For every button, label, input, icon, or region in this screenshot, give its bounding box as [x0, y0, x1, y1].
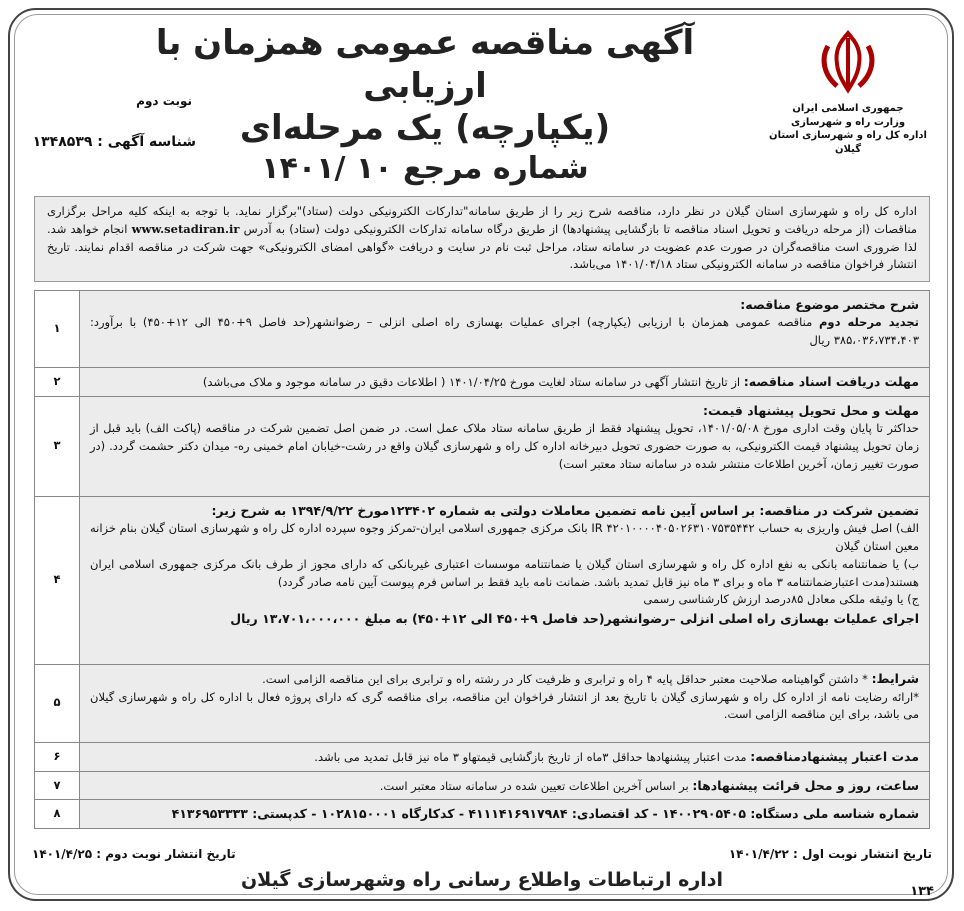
item-number: ۲: [35, 368, 80, 397]
second-publish-date: تاریخ انتشار نوبت دوم : ۱۴۰۱/۴/۲۵: [32, 847, 236, 861]
item-text: مدت اعتبار پیشنهادها حداقل ۳ماه از تاریخ بازگشایی قیمتهاو ۳ ماه نیز قابل تمدید می باشد.: [314, 749, 747, 764]
item-number: ۴: [35, 496, 80, 664]
item-text: از تاریخ انتشار آگهی در سامانه ستاد لغایت مورخ ۱۴۰۱/۰۴/۲۵ ( اطلاعات دقیق در سامانه موجود و ملاک می‌باشد): [202, 375, 741, 389]
table-row: [35, 742, 930, 771]
item-body: [80, 664, 930, 742]
item-number: ۵: [35, 664, 80, 742]
item-heading: مهلت دریافت اسناد مناقصه:: [743, 374, 919, 389]
title-block: [120, 22, 730, 186]
item-heading: ساعت، روز و محل قرائت پیشنهادها:: [692, 777, 919, 793]
table-row: [35, 771, 930, 800]
item-heading: مهلت و محل تحویل پیشنهاد قیمت:: [702, 402, 919, 418]
item-body: [80, 800, 930, 829]
emblem-line1: جمهوری اسلامی ایران: [792, 103, 904, 114]
table-row: [35, 664, 930, 742]
item-text: بر اساس آخرین اطلاعات تعیین شده در سامانه ستاد معتبر است.: [379, 778, 689, 793]
items-table: [34, 290, 930, 829]
item-number: ۸: [35, 800, 80, 829]
title-line3: شماره مرجع ۱۰ /۱۴۰۱: [261, 150, 589, 186]
item-body: [80, 496, 930, 664]
guarantee-b: ب) یا ضمانتنامه بانکی به نفع اداره کل راه و شهرسازی استان گیلان یا ضمانتنامه موسسات اعتباری غیربانکی که دارای مجوز از طرف بانک مرکزی جمهوری اسلامی ایران هستند(مدت اعتبارضمانتنامه ۳ ماه و برای ۳ ماه نیز قابل تمدید باشد. ضمانت نامه باید فقط بر اساس فرم پیوست آیین نامه صادر گردد): [90, 556, 919, 589]
guarantee-amount: اجرای عملیات بهسازی راه اصلی انزلی –رضوانشهر(حد فاصل ۹+۴۵۰ الی ۱۲+۴۵۰) به مبلغ ۱۳،۷۰۱،۰۰۰،۰۰۰ ریال: [230, 611, 919, 627]
footer-dates: [22, 845, 942, 869]
title-line2: (یکپارچه) یک مرحله‌ای: [239, 108, 611, 148]
setad-url[interactable]: www.setadiran.ir: [131, 221, 240, 236]
item-bold: تجدید مرحله دوم: [819, 315, 919, 330]
guarantee-a: الف) اصل فیش واریزی به حساب IR ۴۲۰۱۰۰۰۰۴۰۵۰۲۶۳۱۰۷۵۳۵۴۴۲ بانک مرکزی جمهوری اسلامی ایران-تمرکز وجوه سپرده اداره کل راه و شهرسازی استان گیلان بنام خزانه معین استان گیلان: [90, 521, 920, 553]
item-body: [80, 396, 930, 496]
emblem-line2: وزارت راه و شهرسازی: [790, 116, 906, 128]
item-text: مناقصه عمومی همزمان با ارزیابی (یکپارچه) اجرای عملیات بهسازی راه اصلی انزلی – رضوانشهر(حد فاصل ۹+۴۵۰ الی ۱۲+۴۵۰) با برآورد: ۳۸۵،۰۳۶،۷۳۴،۴۰۳ ریال: [90, 315, 919, 348]
table-row: [35, 396, 930, 496]
left-info: [16, 94, 196, 150]
item-text: حداکثر تا پایان وقت اداری مورخ ۱۴۰۱/۰۵/۰۸، تحویل پیشنهاد فقط از طریق سامانه ستاد ملاک عمل است. در ضمن اصل تضمین شرکت در مناقصه (پاکت الف) باید قبل از زمان تحویل پیشنهاد قیمت الکترونیکی، به صورت حضوری تحویل دبیرخانه اداره کل راه و شهرسازی گیلان واقع در رشت-خیابان امام خمینی ره- میدان دکتر حشمت گردد. (در صورت تغییر زمان، آخرین اطلاعات منتشر شده در سامانه ستاد معتبر است): [90, 421, 919, 471]
table-row: [35, 291, 930, 368]
item-number: ۱: [35, 291, 80, 368]
intro-paragraph: [34, 196, 930, 282]
item-heading: تضمین شرکت در مناقصه: بر اساس آیین نامه تضمین معاملات دولتی به شماره ۱۲۳۴۰۲مورخ ۱۳۹۴/۹/۲۲ به شرح زیر:: [211, 502, 919, 518]
iran-emblem-icon: [813, 28, 883, 98]
intro-text-b: انجام خواهد شد. لذا ضروری است مناقصه‌گران در صورت عدم عضویت در سامانه ستاد، مراحل ثبت نام در سایت و دریافت «گواهی امضای الکترونیکی» جهت شرکت در مناقصه اقدام نمایند. تاریخ انتشار فراخوان مناقصه در سامانه الکترونیکی ستاد ۱۴۰۱/۰۴/۱۸ می‌باشد.: [47, 221, 917, 272]
page-number: ۱۳۴: [910, 884, 934, 899]
item-heading: مدت اعتبار پیشنهادمناقصه:: [750, 748, 919, 764]
item-body: [80, 368, 930, 397]
condition-a: * داشتن گواهینامه صلاحیت معتبر حداقل پایه ۴ راه و ترابری و ظرفیت کار در رشته راه و ترابری برای این مناقصه الزامی است.: [262, 671, 868, 686]
item-heading: شرح مختصر موضوع مناقصه:: [740, 297, 919, 312]
first-publish-date: تاریخ انتشار نوبت اول : ۱۴۰۱/۴/۲۲: [728, 847, 932, 861]
item-heading: شرایط:: [871, 670, 919, 686]
item-number: ۳: [35, 396, 80, 496]
table-row: [35, 368, 930, 397]
office-name: اداره ارتباطات واطلاع رسانی راه وشهرسازی گیلان: [240, 869, 724, 891]
nobat-label: نوبت دوم: [136, 94, 192, 108]
emblem-block: [760, 28, 936, 178]
title-line1: آگهی مناقصه عمومی همزمان با ارزیابی: [155, 23, 695, 106]
emblem-line3: اداره کل راه و شهرسازی استان گیلان: [769, 130, 927, 155]
item-number: ۷: [35, 771, 80, 800]
notice-id: شناسه آگهی : ۱۳۴۸۵۳۹: [32, 134, 196, 150]
table-row: [35, 800, 930, 829]
item-number: ۶: [35, 742, 80, 771]
item-text: شماره شناسه ملی دستگاه: ۱۴۰۰۲۹۰۵۴۰۵ - کد اقتصادی: ۴۱۱۱۴۱۶۹۱۷۹۸۴ - کدکارگاه ۱۰۲۸۱۵۰۰۰۱ - کدپستی: ۴۱۳۶۹۵۳۳۳۳: [171, 806, 919, 822]
condition-b: *ارائه رضایت نامه از اداره کل راه و شهرسازی گیلان با تاریخ بعد از انتشار فراخوان این مناقصه، برای مناقصه گری که دارای پروژه فعال با اداره کل راه و شهرسازی گیلان می باشد، برای این مناقصه الزامی است.: [90, 689, 919, 722]
item-body: [80, 742, 930, 771]
item-body: [80, 771, 930, 800]
table-row: [35, 496, 930, 664]
intro-text-a: اداره کل راه و شهرسازی استان گیلان در نظر دارد، مناقصه شرح زیر را از طریق سامانه"تدارکات الکترونیکی دولت (ستاد)"برگزار نماید. با توجه به اینکه کلیه مراحل برگزاری مناقصات (از مرحله دریافت و تحویل اسناد مناقصه تا بازگشایی پیشنهادها) از طریق درگاه سامانه تدارکات الکترونیکی دولت (ستاد) به آدرس: [47, 204, 918, 236]
item-body: [80, 291, 930, 368]
guarantee-c: ج) یا وثیقه ملکی معادل ۸۵درصد ارزش کارشناسی رسمی: [643, 592, 919, 607]
